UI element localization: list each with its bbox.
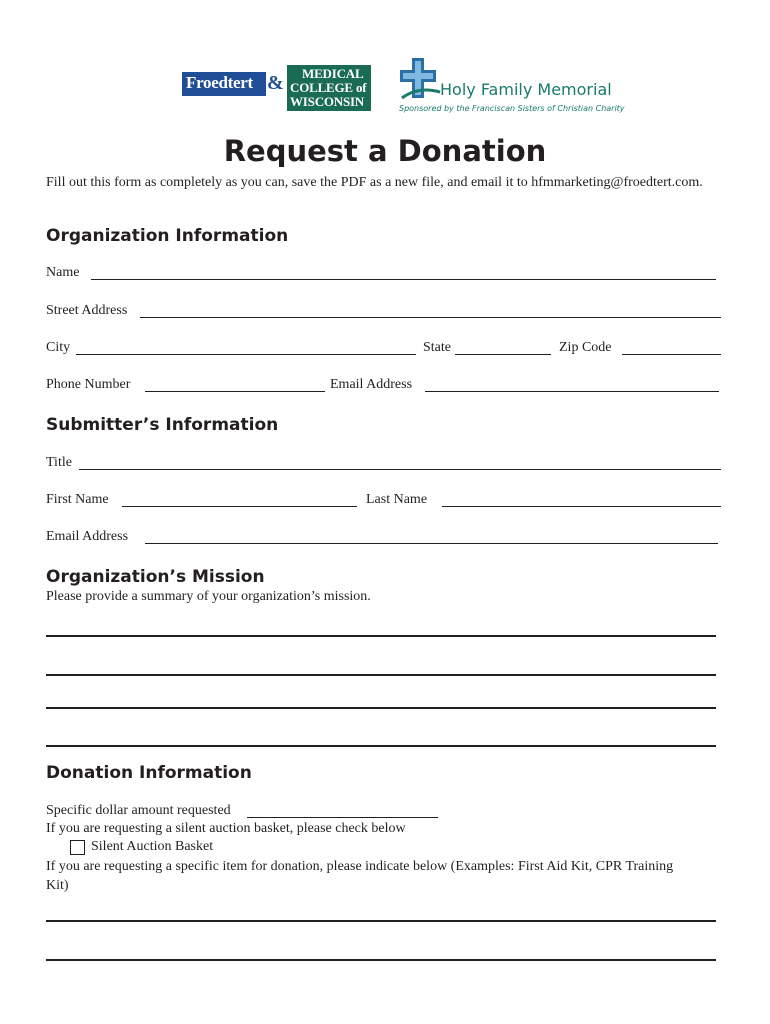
submitter-title-field[interactable] (79, 469, 721, 470)
cross-emblem-icon (398, 56, 442, 104)
mcw-line-1: MEDICAL (302, 66, 364, 81)
item-line-2[interactable] (46, 959, 716, 961)
org-email-label: Email Address (330, 377, 413, 392)
zip-code-label: Zip Code (559, 340, 612, 355)
froedtert-wordmark: Froedtert (186, 73, 253, 92)
last-name-label: Last Name (366, 492, 428, 507)
logo-ampersand: & (267, 72, 284, 94)
mission-line-1[interactable] (46, 635, 716, 637)
submitter-email-label: Email Address (46, 529, 129, 544)
org-name-field[interactable] (91, 279, 716, 280)
silent-auction-checkbox[interactable] (70, 840, 85, 855)
submitter-email-field[interactable] (145, 543, 718, 544)
org-name-label: Name (46, 265, 80, 280)
mcw-line-2: COLLEGE of (290, 80, 367, 95)
street-address-label: Street Address (46, 303, 128, 318)
silent-auction-label: Silent Auction Basket (91, 839, 214, 854)
city-label: City (46, 340, 71, 355)
last-name-field[interactable] (442, 506, 721, 507)
submitter-heading: Submitter’s Information (46, 415, 279, 435)
first-name-label: First Name (46, 492, 109, 507)
dollar-amount-label: Specific dollar amount requested (46, 803, 231, 818)
item-prompt-line-1: If you are requesting a specific item for donation, please indicate below (Examples: First Aid Kit, CPR Training (46, 859, 674, 874)
organization-heading: Organization Information (46, 226, 289, 246)
mcw-line-3: WISCONSIN (290, 94, 365, 109)
street-address-field[interactable] (140, 317, 721, 318)
auction-prompt: If you are requesting a silent auction basket, please check below (46, 821, 406, 836)
mission-prompt: Please provide a summary of your organization’s mission. (46, 589, 371, 604)
hfm-tagline: Sponsored by the Franciscan Sisters of Christian Charity (399, 104, 625, 113)
mission-heading: Organization’s Mission (46, 567, 265, 587)
state-field[interactable] (455, 354, 551, 355)
donation-heading: Donation Information (46, 763, 252, 783)
mission-line-4[interactable] (46, 745, 716, 747)
first-name-field[interactable] (122, 506, 357, 507)
phone-number-field[interactable] (145, 391, 325, 392)
dollar-amount-field[interactable] (247, 817, 438, 818)
org-email-field[interactable] (425, 391, 719, 392)
zip-code-field[interactable] (622, 354, 721, 355)
intro-text: Fill out this form as completely as you can, save the PDF as a new file, and email it to hfmmarketing@froedtert.com. (46, 175, 703, 190)
hfm-wordmark: Holy Family Memorial (440, 80, 612, 99)
state-label: State (423, 340, 451, 355)
mission-line-3[interactable] (46, 707, 716, 709)
submitter-title-label: Title (46, 455, 72, 470)
page-title: Request a Donation (223, 134, 547, 168)
city-field[interactable] (76, 354, 416, 355)
item-prompt-line-2: Kit) (46, 878, 69, 893)
mission-line-2[interactable] (46, 674, 716, 676)
phone-number-label: Phone Number (46, 377, 131, 392)
item-line-1[interactable] (46, 920, 716, 922)
